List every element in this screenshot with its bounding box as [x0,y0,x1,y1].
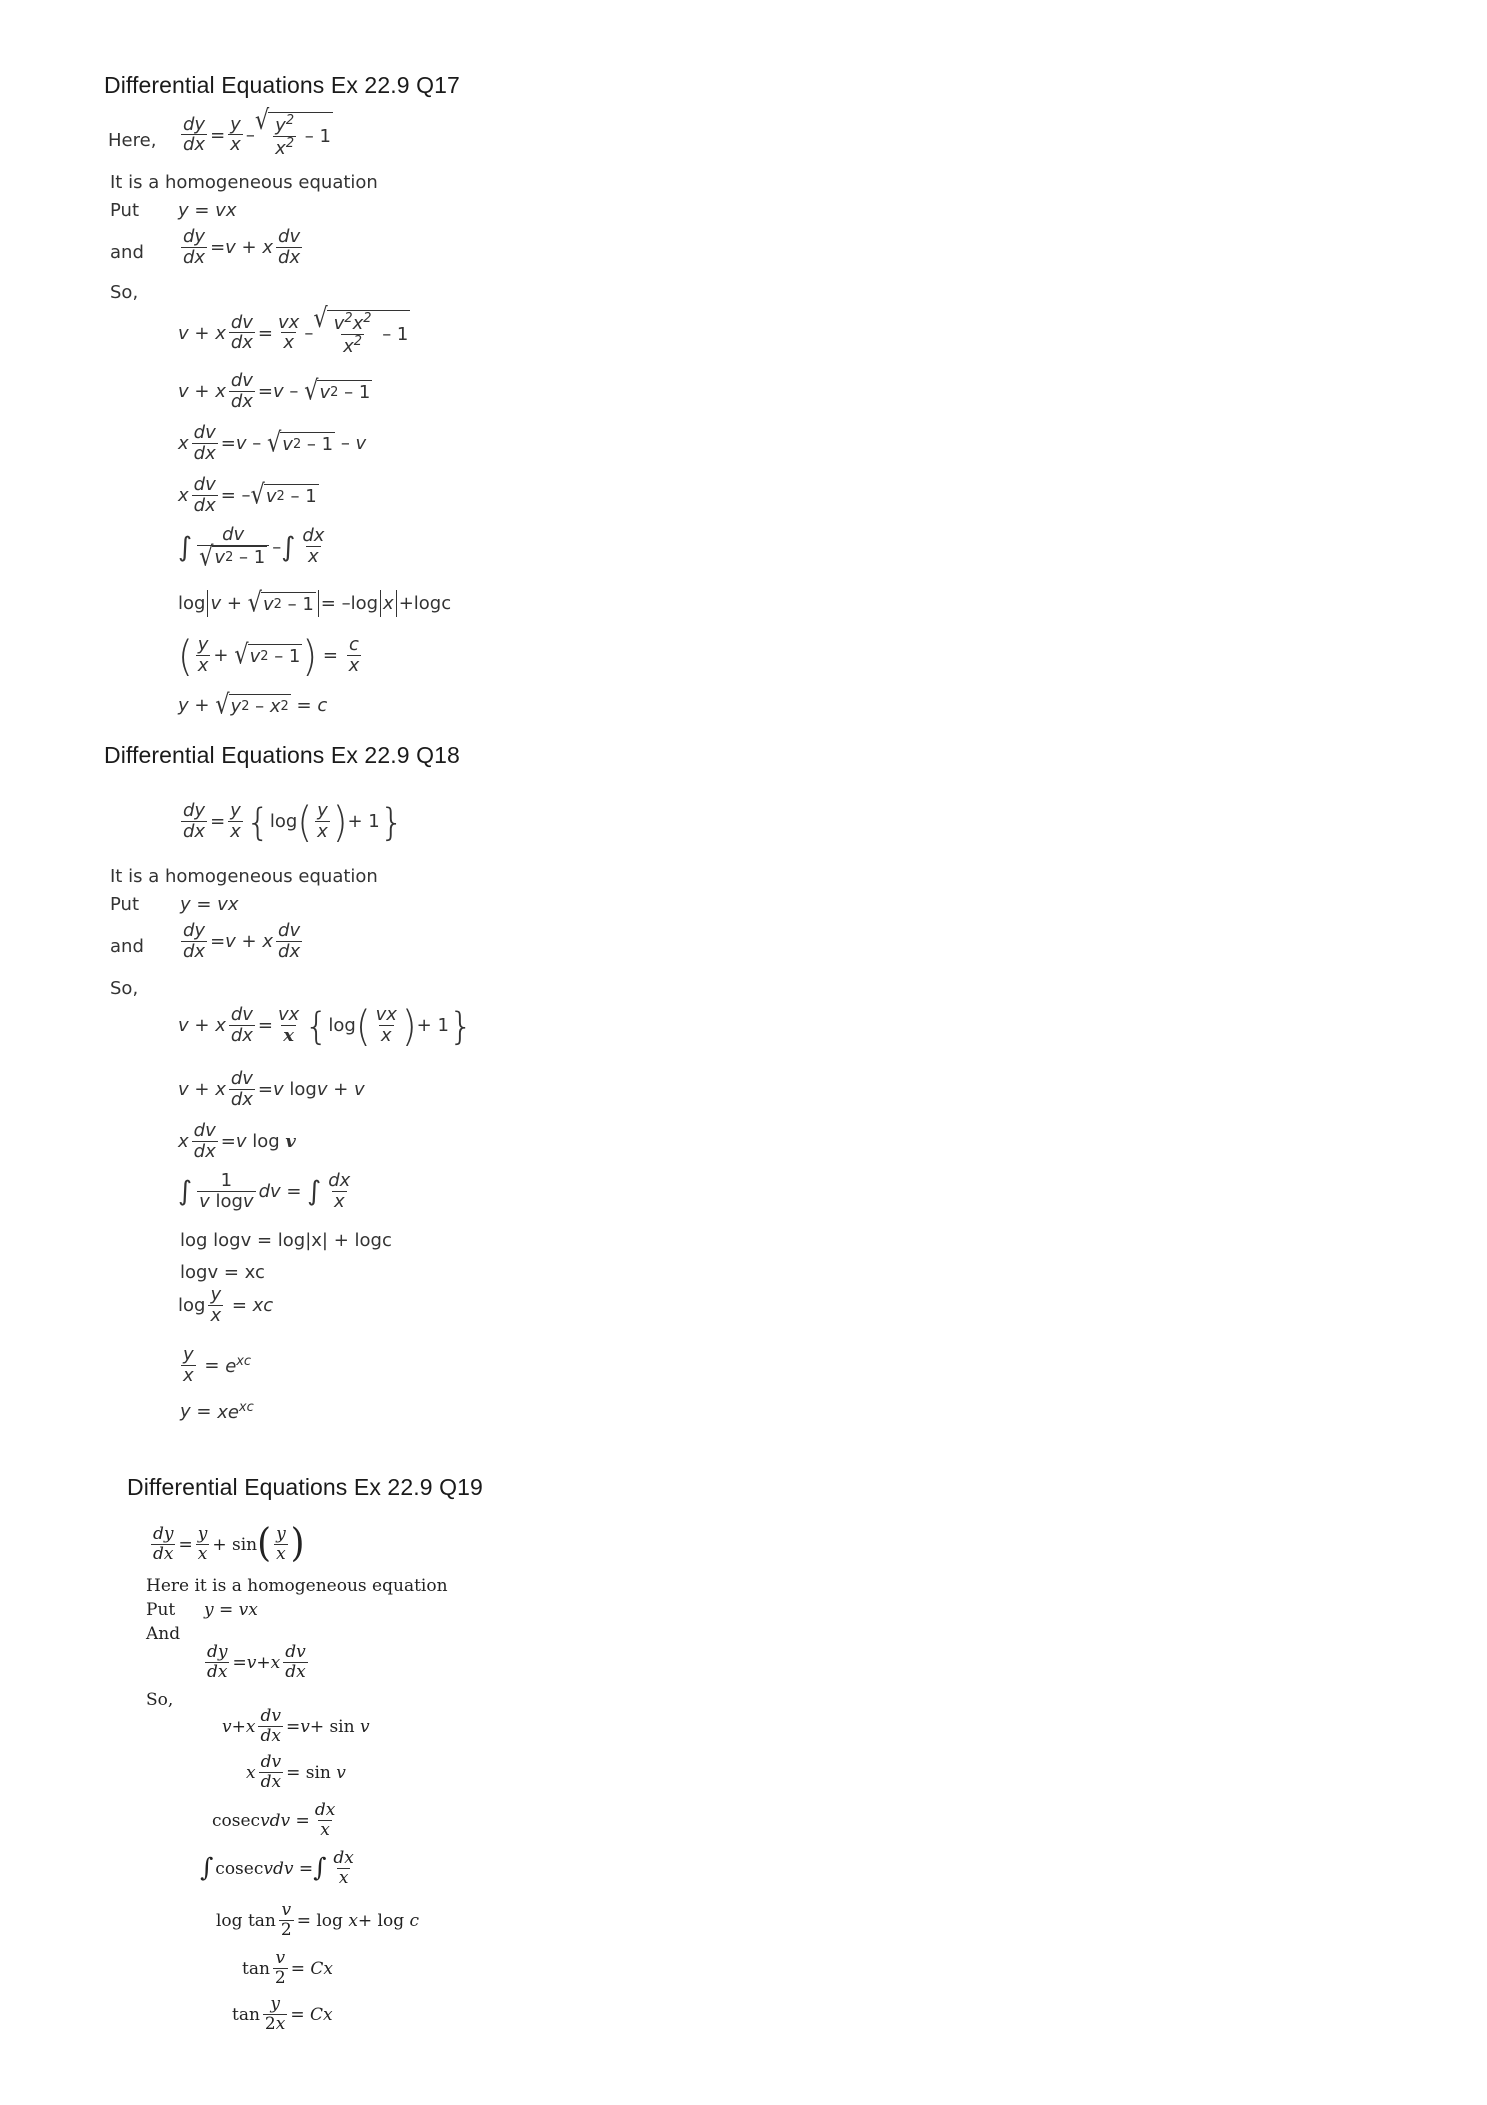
q19-step-5: log tan $\frac{v}{2}$ = log x + log c [216,1900,420,1940]
q17-here-label: Here, [108,130,157,151]
q18-eq-given: $\frac{dy}{dx}$ = $\frac{y}{x}$ { log ( $\frac{y}{x}$ ) + 1 } [183,797,404,846]
q19-eq-given: $\frac{dy}{dx}$ = $\frac{y}{x}$ + sin ( $\frac{y}{x}$ ) [153,1521,305,1567]
q18-step-7: log $\frac{y}{x}$ = xc [178,1284,274,1326]
q18-step-3: x $\frac{dv}{dx}$ = v log v [178,1120,296,1162]
q17-step-5: ∫ dv √ v 2 – 1 – ∫ $\frac{dx}{x}$ [178,524,325,573]
q19-step-7: tan $\frac{y}{2x}$ = Cx [232,1994,333,2034]
q19-step-3: cosec vdv = $\frac{dx}{x}$ [212,1800,336,1840]
q18-substitution: y = vx [180,894,239,915]
q19-homogeneous-note: Here it is a homogeneous equation [146,1576,448,1596]
q19-step-2: x $\frac{dv}{dx}$ = sin v [246,1752,346,1792]
q18-step-6: logv = xc [180,1262,265,1283]
q17-step-6: log v + √ v 2 – 1 = –log x +logc [178,587,452,619]
q18-homogeneous-note: It is a homogeneous equation [110,866,378,887]
q17-substitution: y = vx [178,200,237,221]
q18-step-2: v + x $\frac{dv}{dx}$ = v log v + v [178,1068,365,1110]
q19-so-label: So, [146,1690,174,1710]
q17-title: Differential Equations Ex 22.9 Q17 [104,72,460,98]
q19-substitution: y = vx [204,1600,258,1620]
q18-step-8: $\frac{y}{x}$ = $e^{xc}$ [183,1344,252,1386]
q19-step-4: ∫ cosec vdv = ∫ $\frac{dx}{x}$ [200,1848,354,1888]
q17-so-label: So, [110,282,139,303]
q18-eq-dydx: $\frac{dy}{dx}$ = v + x $\frac{dv}{dx}$ [183,920,301,962]
q19-title: Differential Equations Ex 22.9 Q19 [127,1474,483,1500]
q17-eq-given: $\frac{dy}{dx}$ = $\frac{y}{x}$ – √ $\frac{y^2}{x^2}$ – 1 [183,104,331,159]
q18-title: Differential Equations Ex 22.9 Q18 [104,742,460,768]
q18-put-label: Put [110,894,140,915]
q17-and-label: and [110,242,144,263]
q17-put-label: Put [110,200,140,221]
q18-step-4: ∫ $\frac{1}{\text{v logv}}$ dv = ∫ $\frac{dx}{x}$ [178,1170,351,1212]
q17-step-1: v + x $\frac{dv}{dx}$ = $\frac{vx}{x}$ – √ $\frac{v^2x^2}{x^2}$ – 1 [178,302,409,357]
q17-step-8: y + √ y 2 – x 2 = c [178,689,328,721]
q17-eq-dydx: $\frac{dy}{dx}$ = v + x $\frac{dv}{dx}$ [183,226,301,268]
q19-step-6: tan $\frac{v}{2}$ = Cx [242,1948,334,1988]
q17-homogeneous-note: It is a homogeneous equation [110,172,378,193]
q17-step-7: ( $\frac{y}{x}$ + √ v 2 – 1 ) = $\frac{c}{x}$ [178,631,360,680]
q18-and-label: and [110,936,144,957]
q18-step-1: v + x $\frac{dv}{dx}$ = $\frac{vx}{x}$ { log ( $\frac{vx}{x}$ ) + 1 } [178,1001,473,1050]
q18-step-5: log logv = log|x| + logc [180,1230,392,1251]
q17-step-3: x $\frac{dv}{dx}$ = v – √ v 2 – 1 – v [178,422,367,464]
q19-eq-dydx: $\frac{dy}{dx}$ = v + x $\frac{dv}{dx}$ [207,1642,306,1682]
q17-step-4: x $\frac{dv}{dx}$ = – √ v 2 – 1 [178,474,317,516]
q19-and-label: And [146,1624,181,1644]
q19-put-label: Put [146,1600,176,1620]
q19-step-1: v + x $\frac{dv}{dx}$ = v + sin v [222,1706,370,1746]
q18-step-9: y = $xe^{xc}$ [180,1400,254,1423]
q17-step-2: v + x $\frac{dv}{dx}$ = v – √ v 2 – 1 [178,370,371,412]
q18-so-label: So, [110,978,139,999]
